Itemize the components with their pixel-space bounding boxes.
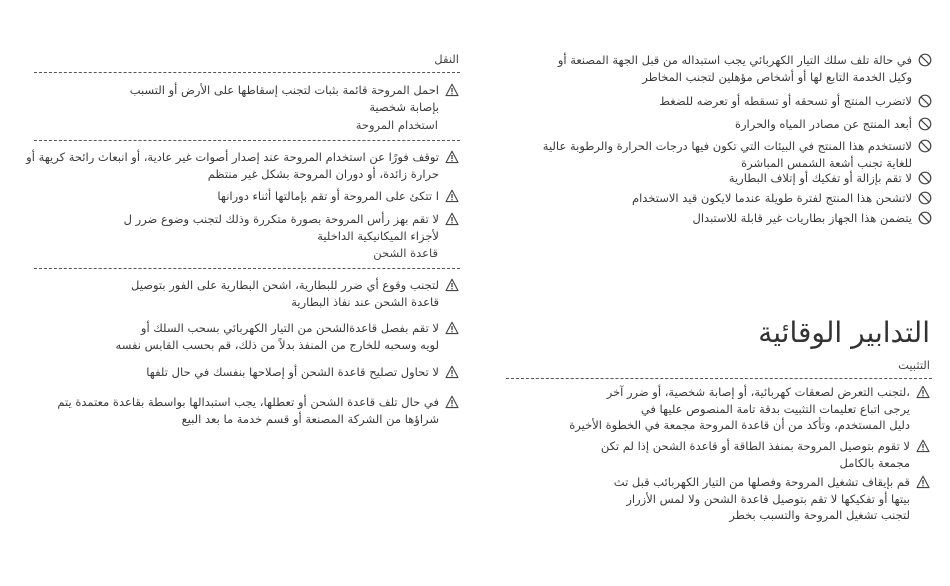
- warning-icon: [445, 189, 459, 203]
- divider: [506, 378, 932, 379]
- warning-item: [146, 364, 459, 381]
- warning-icon: [916, 385, 930, 399]
- prohibition-text: لا تقم بإزالة أو تفكيك أو إتلاف البطارية: [728, 171, 912, 185]
- prohibition-item: [659, 93, 932, 110]
- warning-icon: [445, 395, 459, 409]
- warning-text: لا تقم بفصل قاعدةالشحن من التيار الكهربائي بسحب السلك أو لويه وسحبه للخارج من المنفذ بدلاً من ذلك، قم بحسب القابس نفسه: [115, 321, 439, 352]
- prohibition-text: لاتشحن هذا المنتج لفترة طويلة عندما لايكون قيد الاستخدام: [631, 191, 912, 205]
- section-title: التدابير الوقائية: [758, 316, 930, 349]
- warning-icon: [445, 278, 459, 292]
- prohibited-icon: [918, 211, 932, 225]
- prohibition-text: أبعد المنتج عن مصادر المياه والحرارة: [734, 117, 912, 131]
- warning-item: [601, 438, 930, 471]
- prohibition-item: [729, 170, 932, 187]
- use-label: استخدام المروحة: [355, 118, 438, 132]
- prohibited-icon: [918, 191, 932, 205]
- charging-base-label: قاعدة الشحن: [373, 246, 438, 260]
- warning-item: [57, 394, 459, 427]
- warning-text: ا تتكئ على المروحة أو تقم بإمالتها أثناء دورانها: [217, 189, 439, 203]
- divider: [34, 72, 460, 73]
- warning-text: لا تقم بهز رأس المروحة بصورة متكررة وذلك لتجنب وضوع ضرر ل لأجزاء الميكانيكية الداخلية: [123, 212, 439, 243]
- prohibition-text: يتضمن هذا الجهاز بطاريات غير قابلة للاستبدال: [692, 211, 912, 225]
- prohibition-text: لاتستخدم هذا المنتج في البيئات التي تكون فيها درجات الحرارة والرطوبة عالية للغاية تجنب أشعة الشمس المباشرة: [542, 139, 912, 170]
- warning-item: [124, 211, 459, 244]
- warning-item: [26, 149, 459, 182]
- divider: [34, 140, 460, 141]
- warning-text: في حال تلف قاعدة الشحن أو تعطلها، يجب استبدالها بواسطة بقاعدة معتمدة يتم شراؤها من الشركة المصنعة أو قسم خدمة ما بعد البيع: [57, 395, 439, 426]
- transport-label: النقل: [434, 52, 459, 66]
- warning-icon: [916, 439, 930, 453]
- warning-text: لتجنب وقوع أي ضرر للبطارية، اشحن البطارية على الفور بتوصيل قاعدة الشحن عند نفاذ البطارية: [131, 278, 439, 309]
- warning-icon: [916, 475, 930, 489]
- warning-text: ،لتجنب التعرض لصعقات كهربائية، أو إصابة شخصية، أو ضرر آخر يرجى اتباع تعليمات التثبيت بدقة تامة المنصوص عليها في دليل المستخدم، وتأكد من أن قاعدة المروحة مجمعة في الخطوة الأخيرة: [569, 385, 910, 432]
- divider: [34, 268, 460, 269]
- warning-text: احمل المروحة قائمة بثبات لتجنب إسقاطها على الأرض أو التسبب بإصابة شخصية: [129, 83, 439, 114]
- warning-text: قم بإيقاف تشغيل المروحة وفصلها من التيار الكهربائب قبل تث بيتها أو تفكيكها لا تقم بتوصيل قاعدة الشحن ولا لمس الأزرار لتجنب تشغيل المروحة والتسبب بخطر: [613, 475, 910, 522]
- warning-text: لا تقوم بتوصيل المروحة بمنفذ الطاقة أو قاعدة الشحن إذا لم تكن مجمعة بالكامل: [600, 439, 910, 470]
- warning-icon: [445, 212, 459, 226]
- warning-text: لا تحاول تصليح قاعدة الشحن أو إصلاحها بنفسك في حال تلفها: [146, 365, 439, 379]
- prohibition-item: [692, 210, 932, 227]
- prohibited-icon: [918, 53, 932, 67]
- warning-item: [131, 277, 459, 310]
- prohibited-icon: [918, 171, 932, 185]
- prohibition-item: [543, 138, 932, 171]
- warning-item: [217, 188, 459, 205]
- subsection-installation: التثبيت: [898, 358, 930, 372]
- prohibition-item: [558, 52, 932, 85]
- warning-text: توقف فورًا عن استخدام المروحة عند إصدار أصوات غير عادية، أو انبعاث رائحة كريهة أو حرارة زائدة، أو دوران المروحة بشكل غير منتظم: [26, 150, 439, 181]
- prohibition-item: [735, 116, 932, 133]
- warning-item: [130, 82, 459, 115]
- warning-icon: [445, 83, 459, 97]
- warning-icon: [445, 365, 459, 379]
- prohibition-text: لاتضرب المنتج أو تسحقه أو تسقطه أو تعرضه للضغط: [659, 94, 912, 108]
- prohibition-text: في حالة تلف سلك التيار الكهربائي يجب استبداله من قبل الجهة المصنعة أو وكيل الخدمة التابع لها أو أشخاص مؤهلين لتجنب المخاطر: [557, 53, 912, 84]
- warning-icon: [445, 321, 459, 335]
- warning-icon: [445, 150, 459, 164]
- prohibited-icon: [918, 139, 932, 153]
- warning-item: [116, 320, 459, 353]
- prohibition-item: [632, 190, 932, 207]
- warning-item: [614, 474, 930, 524]
- prohibited-icon: [918, 117, 932, 131]
- warning-item: [569, 384, 930, 434]
- prohibited-icon: [918, 94, 932, 108]
